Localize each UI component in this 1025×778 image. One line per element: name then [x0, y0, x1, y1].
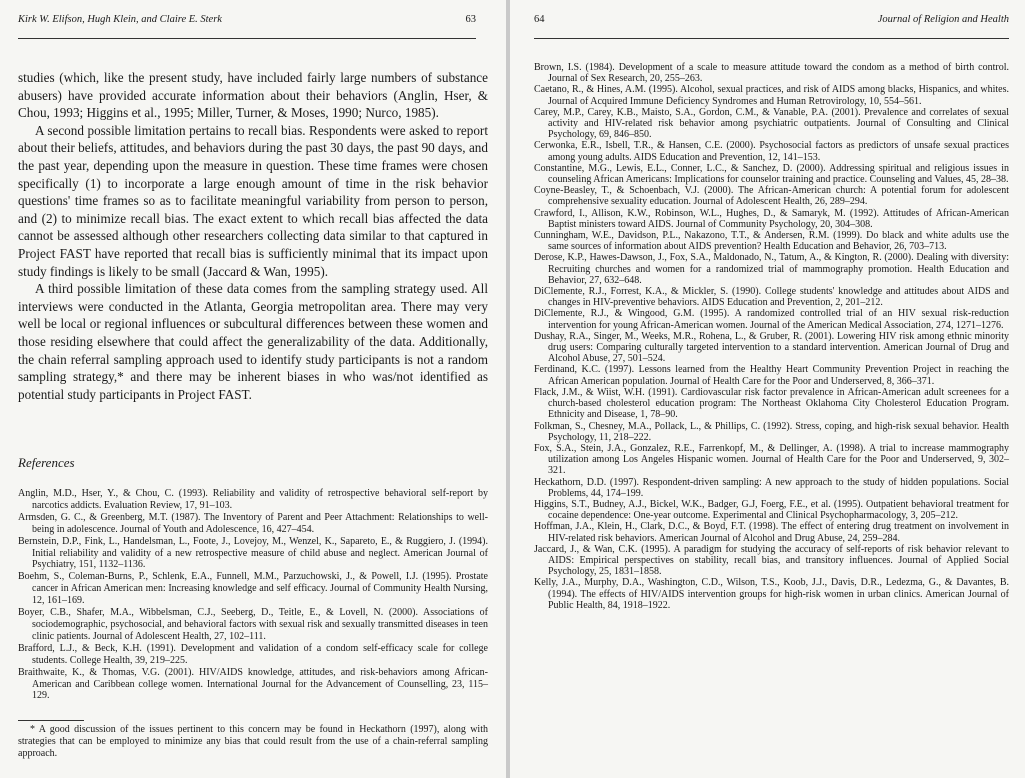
footnote-text: * A good discussion of the issues pertinent to this concern may be found in Heckathorn (1997), along with strategies that can be employed to minimize any bias that could result from the use of a chain-referral sampling approach. — [18, 724, 488, 759]
reference-entry: Boyer, C.B., Shafer, M.A., Wibbelsman, C.J., Seeberg, D., Teitle, E., & Lovell, N. (2000). Associations of sociodemographic, psychosocial, and behavioral factors with sexual risk and sexually transmitted diseases in teen clinic patients. Journal of Adolescent Health, 27, 102–111. — [18, 607, 488, 642]
reference-entry: Higgins, S.T., Budney, A.J., Bickel, W.K., Badger, G.J, Foerg, F.E., et al. (1995). Outpatient behavioral treatment for cocaine dependence: One-year outcome. Experimental and Clinical Psychopharmacology, 3, 205–212. — [534, 498, 1009, 522]
reference-entry: Fox, S.A., Stein, J.A., Gonzalez, R.E., Farrenkopf, M., & Dellinger, A. (1998). A trial to increase mammography utilization among Los Angeles Hispanic women. Journal of Health Care for the Poor and Underserved, 9, 302–321. — [534, 442, 1009, 477]
reference-entry: DiClemente, R.J., Forrest, K.A., & Mickler, S. (1990). College students' knowledge and attitudes about AIDS and changes in HIV-preventive behaviors. AIDS Education and Prevention, 2, 201–212. — [534, 286, 1009, 309]
reference-entry: Brafford, L.J., & Beck, K.H. (1991). Development and validation of a condom self-efficacy scale for college students. College Health, 39, 219–225. — [18, 642, 488, 666]
reference-entry: Coyne-Beasley, T., & Schoenbach, V.J. (2000). The African-American church: A potential forum for adolescent comprehensive sexuality education. Journal of Adolescent Health, 26, 289–294. — [534, 185, 1009, 208]
paragraph-sampling-strategy: A third possible limitation of these data comes from the sampling strategy used. All interviews were conducted in the Atlanta, Georgia metropolitan area. There may very well be local or regional influences or subcultural differences between these women and those residing elsewhere that could affect the generalizability of the data. Additionally, the chain referral sampling approach used to identify study participants is not a random sampling strategy,* and there may be inherent biases in who was/not identified as potential study participants in Project FAST. — [18, 281, 488, 402]
body-text — [18, 69, 488, 403]
reference-entry: Derose, K.P., Hawes-Dawson, J., Fox, S.A., Maldonado, N., Tatum, A., & Kington, R. (2000). Dealing with diversity: Recruiting churches and women for a randomized trial of mammography promotion. Health Education and Behavior, 27, 632–648. — [534, 252, 1009, 286]
right-page — [510, 0, 1025, 778]
reference-entry: Brown, I.S. (1984). Development of a scale to measure attitude toward the condom as a method of birth control. Journal of Sex Research, 20, 255–263. — [534, 62, 1009, 85]
reference-entry: Ferdinand, K.C. (1997). Lessons learned from the Healthy Heart Community Prevention Project in reaching the African American population. Journal of Health Care for the Poor and Underserved, 8, 366–371. — [534, 364, 1009, 387]
footnote — [18, 724, 488, 760]
reference-entry: Bernstein, D.P., Fink, L., Handelsman, L., Foote, J., Lovejoy, M., Wenzel, K., Sapareto, E., & Ruggiero, J. (1994). Initial reliability and validity of a new retrospective measure of child abuse and neglect. American Journal of Psychiatry, 151, 1132–1136. — [18, 535, 488, 571]
reference-entry: Flack, J.M., & Wiist, W.H. (1991). Cardiovascular risk factor prevalence in African-American adult screenees for a church-based cholesterol education program: The Northeast Oklahoma City Cholesterol Education Program. Ethnicity and Disease, 1, 78–90. — [534, 386, 1009, 421]
paragraph-recall-bias: A second possible limitation pertains to recall bias. Respondents were asked to report about their beliefs, attitudes, and behaviors during the past 30 days, the past 90 days, and the past year, depending upon the measure in question. These time frames were chosen specifically (1) to incorporate a large enough amount of time in the risk behavior questions' time frames so as to facilitate meaningful variability from person to person, and (2) to minimize recall bias. The exact extent to which recall bias affected the data cannot be assessed although other researchers collecting data similar to that captured in Project FAST have reported that recall bias is sufficiently minimal that its impact upon study findings is likely to be small (Jaccard & Wan, 1995). — [18, 122, 488, 279]
reference-entry: Kelly, J.A., Murphy, D.A., Washington, C.D., Wilson, T.S., Koob, J.J., Davis, D.R., Ledezma, G., & Davantes, B. (1994). The effects of HIV/AIDS intervention groups for high-risk women in urban clinics. American Journal of Public Health, 84, 1918–1922. — [534, 577, 1009, 611]
footnote-rule — [18, 720, 84, 721]
left-page — [0, 0, 506, 778]
references-heading: References — [18, 455, 75, 470]
reference-entry: Caetano, R., & Hines, A.M. (1995). Alcohol, sexual practices, and risk of AIDS among blacks, Hispanics, and whites. Journal of Acquired Immune Deficiency Syndromes and Human Retrovirology, 10, 554–561. — [534, 84, 1009, 107]
reference-entry: Carey, M.P., Carey, K.B., Maisto, S.A., Gordon, C.M., & Vanable, P.A. (2001). Prevalence and correlates of sexual activity and HIV-related risk behavior among psychiatric outpatients. Journal of Consulting and Clinical Psychology, 69, 846–850. — [534, 106, 1009, 141]
running-head-authors: Kirk W. Elifson, Hugh Klein, and Claire E. Sterk — [18, 14, 222, 25]
header-rule-right — [534, 38, 1009, 39]
running-head-journal: Journal of Religion and Health — [877, 14, 1009, 25]
header-rule-left — [18, 38, 476, 39]
reference-entry: Jaccard, J., & Wan, C.K. (1995). A paradigm for studying the accuracy of self-reports of risk behavior relevant to AIDS: Empirical perspectives on stability, recall bias, and transitory influences. Journal of Applied Social Psychology, 25, 1831–1858. — [534, 543, 1009, 578]
reference-entry: Armsden, G. C., & Greenberg, M.T. (1987). The Inventory of Parent and Peer Attachment: Relationships to well-being in adolescence. Journal of Youth and Adolescence, 16, 427–454. — [18, 511, 488, 535]
reference-entry: Dushay, R.A., Singer, M., Weeks, M.R., Rohena, L., & Gruber, R. (2001). Lowering HIV risk among ethnic minority drug users: Comparing culturally targeted intervention to a standard intervention. American Journal of Drug and Alcohol Abuse, 27, 501–524. — [534, 330, 1009, 365]
reference-entry: Heckathorn, D.D. (1997). Respondent-driven sampling: A new approach to the study of hidden populations. Social Problems, 44, 174–199. — [534, 476, 1009, 499]
reference-entry: Hoffman, J.A., Klein, H., Clark, D.C., & Boyd, F.T. (1998). The effect of entering drug treatment on involvement in HIV-related risk behaviors. American Journal of Alcohol and Drug Abuse, 24, 259–284. — [534, 521, 1009, 544]
reference-entry: Boehm, S., Coleman-Burns, P., Schlenk, E.A., Funnell, M.M., Parzuchowski, J., & Powell, I.J. (1995). Prostate cancer in African American men: Increasing knowledge and self efficacy. Journal of Community Health Nursing, 12, 161–169. — [18, 571, 488, 607]
reference-entry: Cerwonka, E.R., Isbell, T.R., & Hansen, C.E. (2000). Psychosocial factors as predictors of unsafe sexual practices among young adults. AIDS Education and Prevention, 12, 141–153. — [534, 140, 1009, 163]
references-list-left — [18, 488, 488, 702]
paragraph-continuation: studies (which, like the present study, have included fairly large numbers of substance abusers) have provided accurate information about their behaviors (Anglin, Hser, & Chou, 1993; Higgins et al., 1995; Miller, Turner, & Moses, 1990; Nurco, 1985). — [18, 70, 488, 121]
reference-entry: Cunningham, W.E., Davidson, P.L., Nakazono, T.T., & Andersen, R.M. (1999). Do black and white adults use the same sources of information about AIDS prevention? Health Education and Behavior, 26, 703–713. — [534, 230, 1009, 253]
reference-entry: Crawford, I., Allison, K.W., Robinson, W.L., Hughes, D., & Samaryk, M. (1992). Attitudes of African-American Baptist ministers toward AIDS. Journal of Community Psychology, 20, 304–308. — [534, 207, 1009, 230]
reference-entry: Folkman, S., Chesney, M.A., Pollack, L., & Phillips, C. (1992). Stress, coping, and high-risk sexual behavior. Health Psychology, 11, 218–222. — [534, 420, 1009, 443]
reference-entry: Constantine, M.G., Lewis, E.L., Conner, L.C., & Sanchez, D. (2000). Addressing spiritual and religious issues in counseling African Americans: Implications for counselor training and practice. Counseling and Values, 45, 28–38. — [534, 162, 1009, 186]
reference-entry: Braithwaite, K., & Thomas, V.G. (2001). HIV/AIDS knowledge, attitudes, and risk-behaviors among African-American and Caribbean college women. International Journal for the Advancement of Counselling, 23, 115–129. — [18, 666, 488, 702]
references-list-right — [534, 62, 1009, 611]
reference-entry: DiClemente, R.J., & Wingood, G.M. (1995). A randomized controlled trial of an HIV sexual risk-reduction intervention for young African-American women. Journal of the American Medical Association, 274, 1271–1276. — [534, 308, 1009, 331]
page-number-right: 64 — [534, 14, 545, 25]
reference-entry: Anglin, M.D., Hser, Y., & Chou, C. (1993). Reliability and validity of retrospective behavioral self-report by narcotics addicts. Evaluation Review, 17, 91–103. — [18, 488, 488, 511]
page-number-left: 63 — [465, 14, 476, 25]
